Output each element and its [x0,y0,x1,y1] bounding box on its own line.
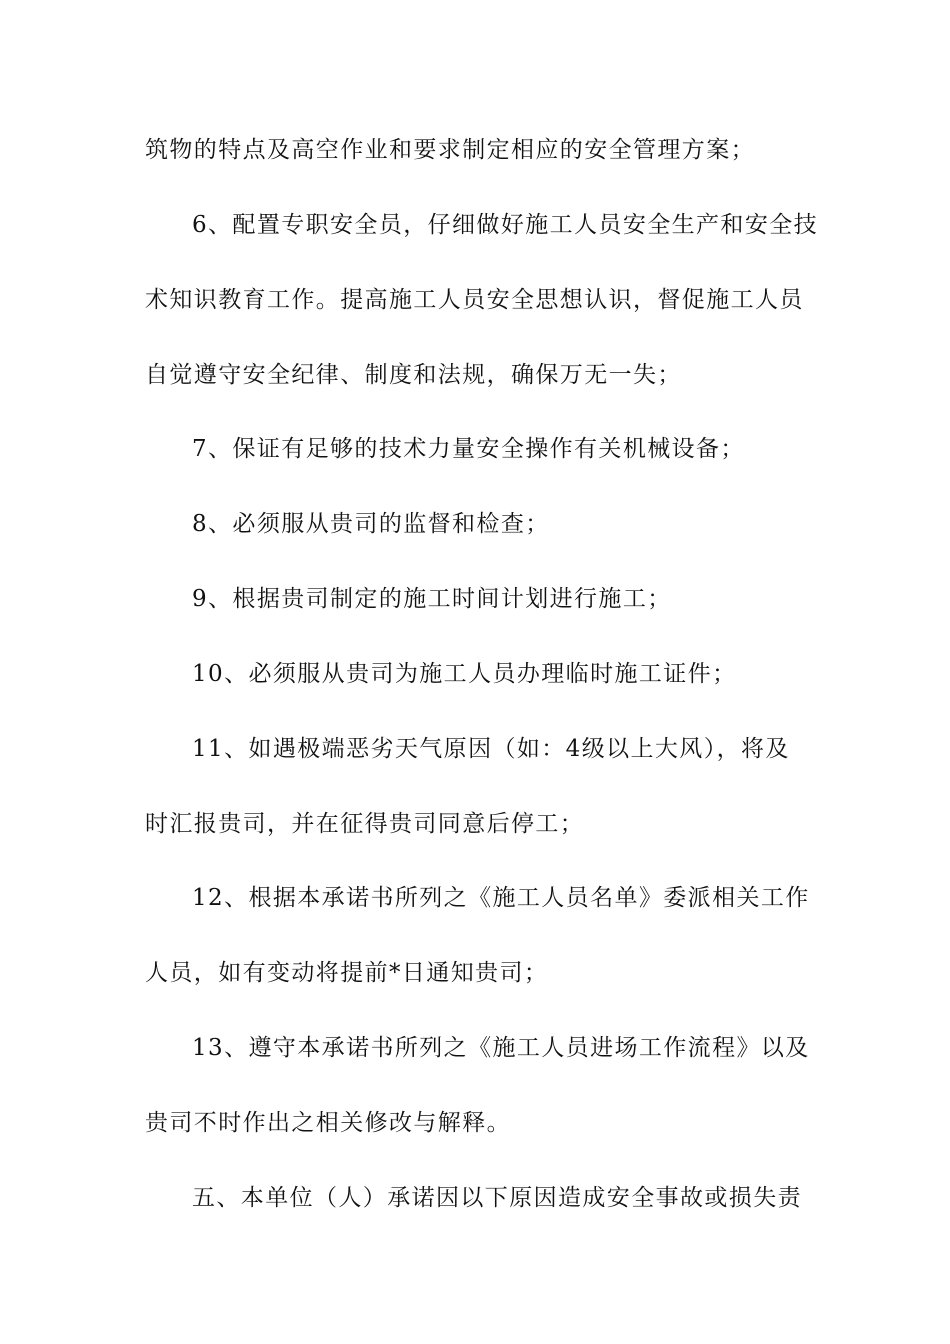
item-9-line: 9、根据贵司制定的施工时间计划进行施工； [192,586,672,612]
item-7-line: 7、保证有足够的技术力量安全操作有关机械设备； [192,436,745,462]
item-11-line-1: 11、如遇极端恶劣天气原因（如：4级以上大风），将及 [192,736,790,762]
item-8-line: 8、必须服从贵司的监督和检查； [192,511,550,537]
item-12-line-2: 人员，如有变动将提前*日通知贵司； [145,960,549,986]
section-5-line: 五、本单位（人）承诺因以下原因造成安全事故或损失责 [192,1185,802,1211]
item-10-line: 10、必须服从贵司为施工人员办理临时施工证件； [192,661,737,687]
item-13-line-2: 贵司不时作出之相关修改与解释。 [145,1110,511,1136]
item-6-line-3: 自觉遵守安全纪律、制度和法规，确保万无一失； [145,362,682,388]
item-13-line-1: 13、遵守本承诺书所列之《施工人员进场工作流程》以及 [192,1035,810,1061]
item-11-line-2: 时汇报贵司，并在征得贵司同意后停工； [145,811,585,837]
paragraph-line: 筑物的特点及高空作业和要求制定相应的安全管理方案； [145,137,755,163]
item-6-line-1: 6、配置专职安全员，仔细做好施工人员安全生产和安全技 [192,212,819,238]
item-12-line-1: 12、根据本承诺书所列之《施工人员名单》委派相关工作 [192,885,810,911]
item-6-line-2: 术知识教育工作。提高施工人员安全思想认识，督促施工人员 [145,287,804,313]
